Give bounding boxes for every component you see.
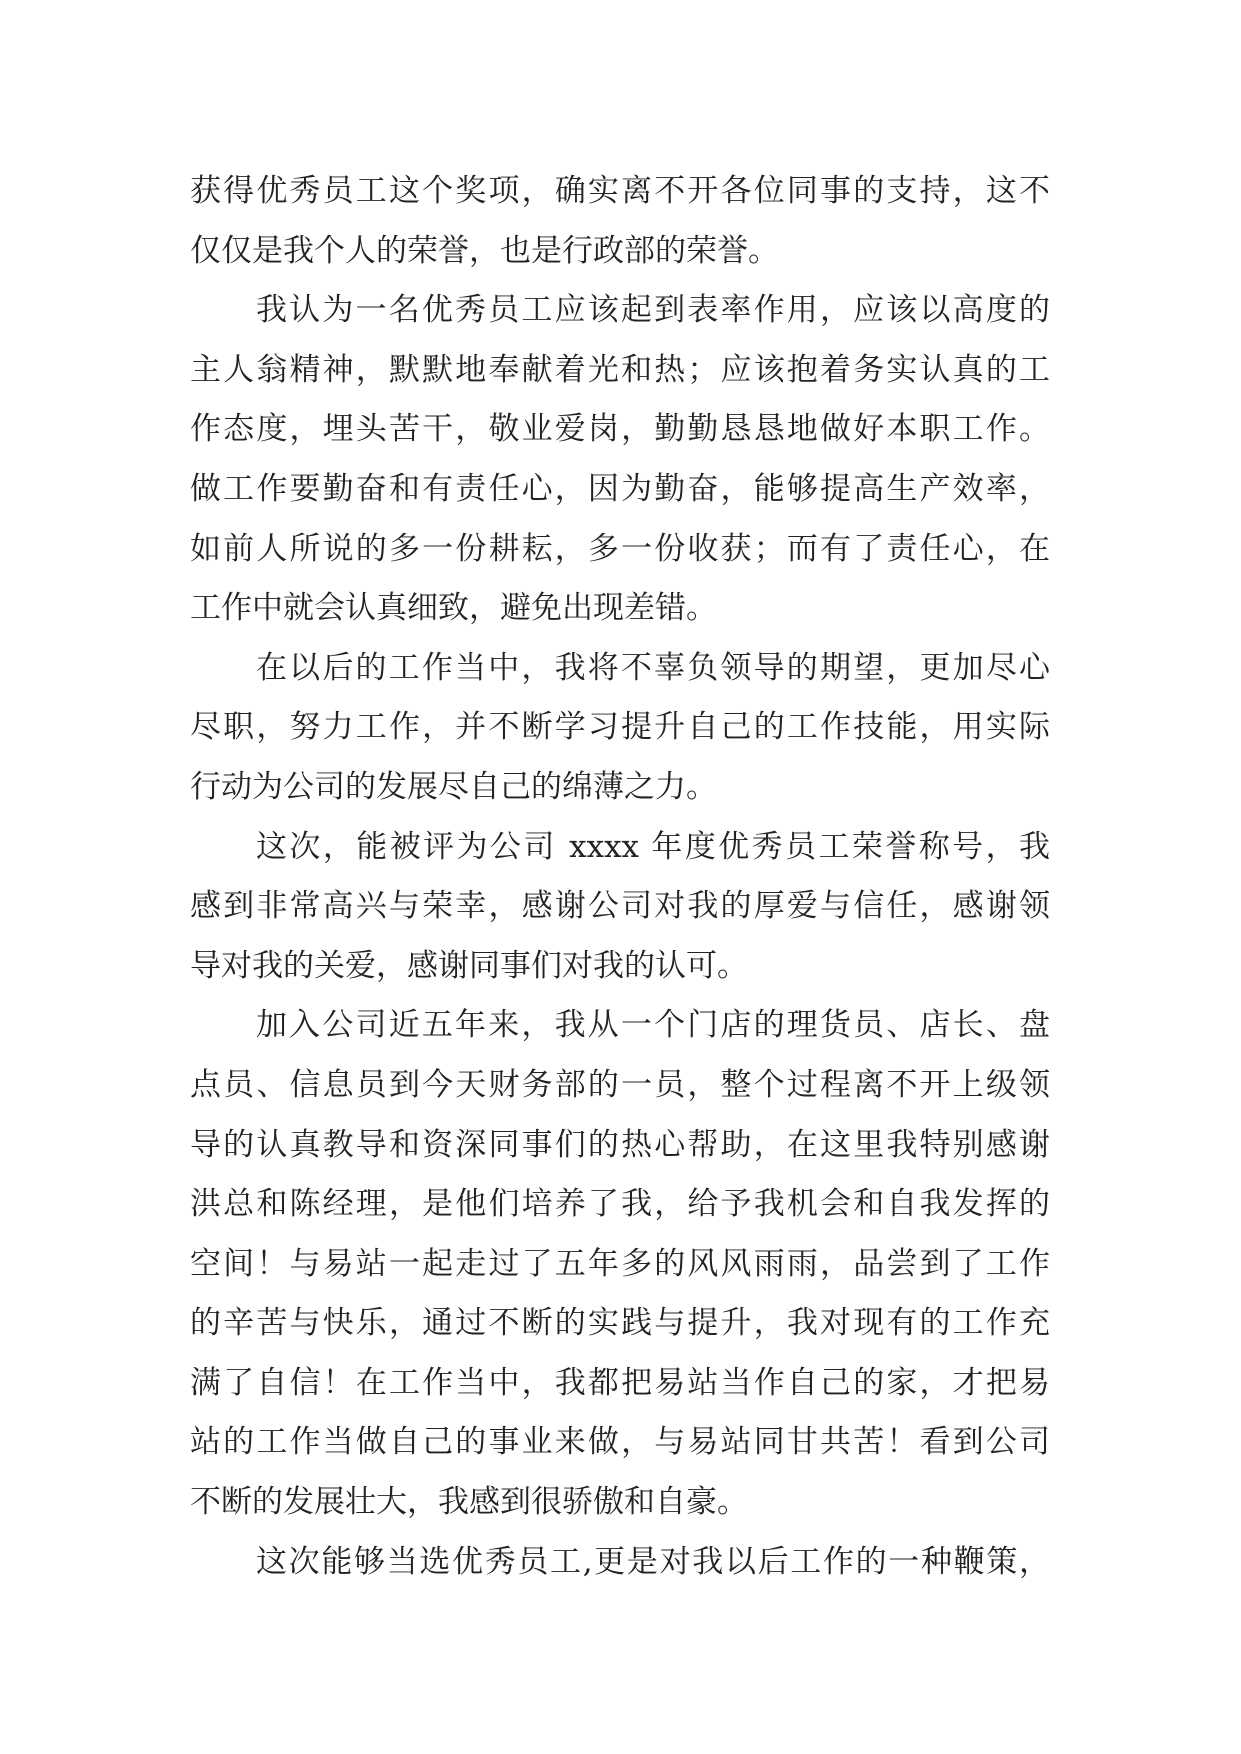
text-line: 洪总和陈经理，是他们培养了我，给予我机会和自我发挥的: [190, 1186, 1050, 1223]
text-line: 在以后的工作当中，我将不辜负领导的期望，更加尽心: [256, 649, 1050, 686]
text-line: 的辛苦与快乐，通过不断的实践与提升，我对现有的工作充: [190, 1305, 1050, 1342]
text-line: 满了自信！在工作当中，我都把易站当作自己的家，才把易: [190, 1364, 1050, 1401]
text-line: 点员、信息员到今天财务部的一员，整个过程离不开上级领: [190, 1066, 1050, 1103]
text-line: 不断的发展壮大，我感到很骄傲和自豪。: [190, 1484, 748, 1521]
text-line: 我认为一名优秀员工应该起到表率作用，应该以高度的: [256, 292, 1050, 329]
text-line: 工作中就会认真细致，避免出现差错。: [190, 590, 717, 627]
text-line: 加入公司近五年来，我从一个门店的理货员、店长、盘: [256, 1007, 1050, 1044]
text-line: 做工作要勤奋和有责任心，因为勤奋，能够提高生产效率，: [190, 470, 1050, 507]
text-line: 获得优秀员工这个奖项，确实离不开各位同事的支持，这不: [190, 173, 1050, 209]
text-line: 导对我的关爱，感谢同事们对我的认可。: [190, 947, 748, 984]
text-line: 导的认真教导和资深同事们的热心帮助，在这里我特别感谢: [190, 1126, 1050, 1163]
document-body: [190, 162, 1050, 1592]
text-line: 主人翁精神，默默地奉献着光和热；应该抱着务实认真的工: [190, 351, 1050, 388]
text-line: 尽职，努力工作，并不断学习提升自己的工作技能，用实际: [190, 709, 1050, 746]
text-line: 行动为公司的发展尽自己的绵薄之力。: [190, 768, 717, 805]
text-line: 仅仅是我个人的荣誉，也是行政部的荣誉。: [190, 232, 779, 269]
text-line: 这次，能被评为公司 xxxx 年度优秀员工荣誉称号，我: [256, 828, 1050, 865]
text-line: 这次能够当选优秀员工,更是对我以后工作的一种鞭策，: [256, 1543, 1050, 1580]
text-line: 如前人所说的多一份耕耘，多一份收获；而有了责任心，在: [190, 530, 1050, 567]
text-line: 感到非常高兴与荣幸，感谢公司对我的厚爱与信任，感谢领: [190, 888, 1050, 925]
text-line: 站的工作当做自己的事业来做，与易站同甘共苦！看到公司: [190, 1424, 1050, 1461]
text-line: 空间！与易站一起走过了五年多的风风雨雨，品尝到了工作: [190, 1245, 1050, 1282]
text-line: 作态度，埋头苦干，敬业爱岗，勤勤恳恳地做好本职工作。: [190, 411, 1050, 448]
